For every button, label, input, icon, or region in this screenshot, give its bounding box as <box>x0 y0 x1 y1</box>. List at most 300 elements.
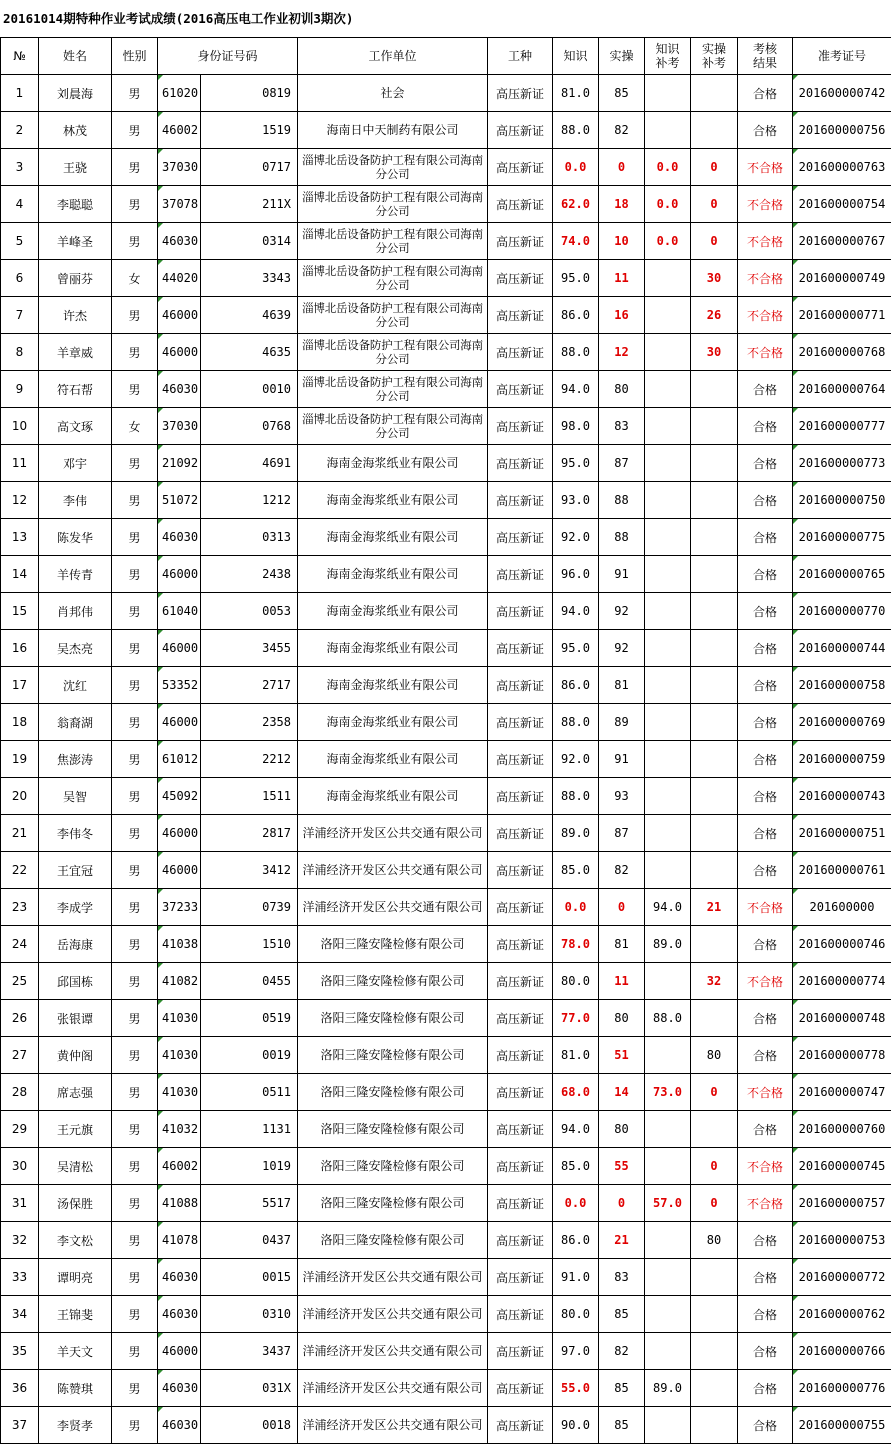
id-prefix: 41030 <box>158 1074 201 1110</box>
row-ticket <box>793 1037 891 1074</box>
row-type: 高压新证 <box>488 852 553 889</box>
row-practice: 82 <box>599 112 645 149</box>
comment-marker-icon <box>793 149 798 154</box>
row-practice: 80 <box>599 1111 645 1148</box>
row-name: 席志强 <box>39 1074 112 1111</box>
id-wrap <box>158 445 297 481</box>
row-id <box>158 334 298 371</box>
id-prefix: 46000 <box>158 852 201 888</box>
row-ticket <box>793 1407 891 1444</box>
row-knowledge: 85.0 <box>553 1148 599 1185</box>
row-result: 合格 <box>738 371 793 408</box>
row-practice: 83 <box>599 1259 645 1296</box>
row-name: 高文琢 <box>39 408 112 445</box>
page-title: 20161014期特种作业考试成绩(2016高压电工作业初训3期次) <box>3 11 354 26</box>
row-unit: 淄博北岳设备防护工程有限公司海南分公司 <box>298 149 488 186</box>
row-unit: 洛阳三隆安隆检修有限公司 <box>298 1185 488 1222</box>
ticket-number: 201600000750 <box>798 493 886 507</box>
comment-marker-icon <box>793 334 798 339</box>
comment-marker-icon <box>158 482 163 487</box>
ticket-number: 201600000745 <box>798 1159 886 1173</box>
table-row <box>1 112 891 149</box>
row-id <box>158 1000 298 1037</box>
row-unit: 淄博北岳设备防护工程有限公司海南分公司 <box>298 260 488 297</box>
row-no: 33 <box>1 1259 39 1296</box>
row-ticket <box>793 445 891 482</box>
comment-marker-icon <box>158 186 163 191</box>
row-practice-retake <box>691 1111 738 1148</box>
row-practice-retake: 0 <box>691 223 738 260</box>
row-ticket <box>793 1111 891 1148</box>
id-wrap <box>158 408 297 444</box>
row-id <box>158 186 298 223</box>
row-ticket <box>793 556 891 593</box>
id-prefix: 61012 <box>158 741 201 777</box>
row-gender: 男 <box>112 630 158 667</box>
id-prefix: 46000 <box>158 630 201 666</box>
comment-marker-icon <box>793 704 798 709</box>
row-practice-retake <box>691 112 738 149</box>
row-unit: 海南金海浆纸业有限公司 <box>298 519 488 556</box>
row-ticket <box>793 926 891 963</box>
row-knowledge: 55.0 <box>553 1370 599 1407</box>
comment-marker-icon <box>793 963 798 968</box>
row-type: 高压新证 <box>488 963 553 1000</box>
row-knowledge-retake: 89.0 <box>645 926 691 963</box>
row-gender: 男 <box>112 889 158 926</box>
header-row <box>1 38 891 75</box>
row-gender: 男 <box>112 593 158 630</box>
id-wrap <box>158 112 297 148</box>
comment-marker-icon <box>158 1185 163 1190</box>
row-type: 高压新证 <box>488 297 553 334</box>
comment-marker-icon <box>793 815 798 820</box>
row-gender: 男 <box>112 186 158 223</box>
row-practice-retake <box>691 1259 738 1296</box>
row-result: 不合格 <box>738 260 793 297</box>
row-ticket <box>793 1148 891 1185</box>
row-ticket <box>793 1074 891 1111</box>
row-knowledge-retake <box>645 741 691 778</box>
row-id <box>158 1148 298 1185</box>
row-knowledge-retake: 89.0 <box>645 1370 691 1407</box>
row-result: 不合格 <box>738 149 793 186</box>
row-practice-retake <box>691 667 738 704</box>
row-id <box>158 75 298 112</box>
row-id <box>158 1111 298 1148</box>
comment-marker-icon <box>158 519 163 524</box>
row-practice-retake <box>691 852 738 889</box>
row-gender: 男 <box>112 1148 158 1185</box>
comment-marker-icon <box>158 112 163 117</box>
comment-marker-icon <box>793 556 798 561</box>
id-suffix: 1019 <box>262 1159 291 1173</box>
table-row <box>1 186 891 223</box>
row-knowledge-retake <box>645 1111 691 1148</box>
id-wrap <box>158 1037 297 1073</box>
comment-marker-icon <box>158 1074 163 1079</box>
id-wrap <box>158 1333 297 1369</box>
id-prefix: 41032 <box>158 1111 201 1147</box>
ticket-number: 201600000778 <box>798 1048 886 1062</box>
row-no: 23 <box>1 889 39 926</box>
row-type: 高压新证 <box>488 889 553 926</box>
ticket-number: 201600000758 <box>798 678 886 692</box>
row-knowledge: 85.0 <box>553 852 599 889</box>
comment-marker-icon <box>793 1296 798 1301</box>
row-knowledge: 94.0 <box>553 371 599 408</box>
row-type: 高压新证 <box>488 371 553 408</box>
id-suffix: 0511 <box>262 1085 291 1099</box>
row-no: 19 <box>1 741 39 778</box>
comment-marker-icon <box>793 112 798 117</box>
comment-marker-icon <box>793 371 798 376</box>
table-row <box>1 1148 891 1185</box>
id-suffix: 031X <box>262 1381 291 1395</box>
row-name: 林茂 <box>39 112 112 149</box>
row-practice: 92 <box>599 593 645 630</box>
row-practice: 51 <box>599 1037 645 1074</box>
row-knowledge: 77.0 <box>553 1000 599 1037</box>
id-suffix: 1131 <box>262 1122 291 1136</box>
id-suffix: 0519 <box>262 1011 291 1025</box>
row-no: 15 <box>1 593 39 630</box>
row-practice-retake: 32 <box>691 963 738 1000</box>
id-prefix: 61020 <box>158 75 201 111</box>
table-row <box>1 1037 891 1074</box>
row-practice: 85 <box>599 1296 645 1333</box>
row-knowledge-retake <box>645 963 691 1000</box>
row-no: 2 <box>1 112 39 149</box>
row-knowledge: 86.0 <box>553 1222 599 1259</box>
id-prefix: 21092 <box>158 445 201 481</box>
table-row <box>1 1000 891 1037</box>
row-no: 26 <box>1 1000 39 1037</box>
comment-marker-icon <box>158 149 163 154</box>
comment-marker-icon <box>158 260 163 265</box>
row-practice: 89 <box>599 704 645 741</box>
row-result: 合格 <box>738 1111 793 1148</box>
row-type: 高压新证 <box>488 334 553 371</box>
row-unit: 洋浦经济开发区公共交通有限公司 <box>298 1370 488 1407</box>
row-knowledge-retake <box>645 1148 691 1185</box>
row-knowledge-retake <box>645 815 691 852</box>
row-result: 不合格 <box>738 223 793 260</box>
row-practice: 80 <box>599 1000 645 1037</box>
row-type: 高压新证 <box>488 408 553 445</box>
id-suffix: 2438 <box>262 567 291 581</box>
row-unit: 淄博北岳设备防护工程有限公司海南分公司 <box>298 334 488 371</box>
id-wrap <box>158 778 297 814</box>
row-no: 27 <box>1 1037 39 1074</box>
row-no: 35 <box>1 1333 39 1370</box>
row-ticket <box>793 630 891 667</box>
row-practice: 85 <box>599 1370 645 1407</box>
row-name: 岳海康 <box>39 926 112 963</box>
row-knowledge: 88.0 <box>553 112 599 149</box>
row-result: 不合格 <box>738 297 793 334</box>
row-result: 合格 <box>738 1037 793 1074</box>
row-unit: 洋浦经济开发区公共交通有限公司 <box>298 1333 488 1370</box>
ticket-number: 201600000772 <box>798 1270 886 1284</box>
id-prefix: 44020 <box>158 260 201 296</box>
id-wrap <box>158 260 297 296</box>
row-type: 高压新证 <box>488 445 553 482</box>
row-id <box>158 667 298 704</box>
comment-marker-icon <box>158 630 163 635</box>
row-knowledge-retake <box>645 75 691 112</box>
row-knowledge-retake: 88.0 <box>645 1000 691 1037</box>
row-gender: 男 <box>112 297 158 334</box>
row-id <box>158 926 298 963</box>
row-id <box>158 1222 298 1259</box>
row-unit: 海南金海浆纸业有限公司 <box>298 741 488 778</box>
row-knowledge: 91.0 <box>553 1259 599 1296</box>
row-no: 10 <box>1 408 39 445</box>
row-name: 李伟冬 <box>39 815 112 852</box>
row-result: 合格 <box>738 926 793 963</box>
row-result: 合格 <box>738 408 793 445</box>
row-type: 高压新证 <box>488 1370 553 1407</box>
row-ticket <box>793 815 891 852</box>
row-practice: 87 <box>599 445 645 482</box>
row-knowledge-retake <box>645 704 691 741</box>
id-wrap <box>158 889 297 925</box>
id-prefix: 46030 <box>158 1370 201 1406</box>
comment-marker-icon <box>793 593 798 598</box>
ticket-number: 201600000771 <box>798 308 886 322</box>
id-wrap <box>158 815 297 851</box>
row-result: 合格 <box>738 667 793 704</box>
row-ticket <box>793 408 891 445</box>
row-no: 11 <box>1 445 39 482</box>
comment-marker-icon <box>793 852 798 857</box>
row-result: 合格 <box>738 75 793 112</box>
row-unit: 洛阳三隆安隆检修有限公司 <box>298 1000 488 1037</box>
row-type: 高压新证 <box>488 1222 553 1259</box>
row-knowledge: 95.0 <box>553 260 599 297</box>
row-knowledge-retake <box>645 667 691 704</box>
row-ticket <box>793 1333 891 1370</box>
id-prefix: 46030 <box>158 1259 201 1295</box>
row-unit: 洛阳三隆安隆检修有限公司 <box>298 1037 488 1074</box>
row-practice-retake <box>691 482 738 519</box>
id-prefix: 46030 <box>158 371 201 407</box>
row-type: 高压新证 <box>488 556 553 593</box>
row-knowledge: 0.0 <box>553 149 599 186</box>
id-prefix: 37030 <box>158 149 201 185</box>
ticket-number: 201600000742 <box>798 86 886 100</box>
id-suffix: 0019 <box>262 1048 291 1062</box>
table-row <box>1 741 891 778</box>
row-name: 李成学 <box>39 889 112 926</box>
comment-marker-icon <box>158 667 163 672</box>
row-practice-retake <box>691 1000 738 1037</box>
row-name: 羊峰圣 <box>39 223 112 260</box>
row-id <box>158 1296 298 1333</box>
header-result-line1: 考核 <box>752 42 777 56</box>
row-practice: 85 <box>599 1407 645 1444</box>
row-knowledge-retake <box>645 112 691 149</box>
row-result: 合格 <box>738 1000 793 1037</box>
row-type: 高压新证 <box>488 926 553 963</box>
row-no: 9 <box>1 371 39 408</box>
id-suffix: 2817 <box>262 826 291 840</box>
id-suffix: 5517 <box>262 1196 291 1210</box>
id-suffix: 4635 <box>262 345 291 359</box>
comment-marker-icon <box>158 371 163 376</box>
row-name: 李文松 <box>39 1222 112 1259</box>
row-type: 高压新证 <box>488 186 553 223</box>
row-knowledge-retake <box>645 852 691 889</box>
row-result: 不合格 <box>738 1148 793 1185</box>
row-name: 邱国栋 <box>39 963 112 1000</box>
comment-marker-icon <box>158 556 163 561</box>
row-practice-retake <box>691 75 738 112</box>
id-wrap <box>158 519 297 555</box>
row-gender: 男 <box>112 1407 158 1444</box>
row-no: 20 <box>1 778 39 815</box>
row-gender: 男 <box>112 1222 158 1259</box>
table-row <box>1 1333 891 1370</box>
table-row <box>1 519 891 556</box>
row-name: 王元旗 <box>39 1111 112 1148</box>
row-knowledge-retake: 0.0 <box>645 186 691 223</box>
row-practice: 88 <box>599 519 645 556</box>
row-type: 高压新证 <box>488 1296 553 1333</box>
row-type: 高压新证 <box>488 741 553 778</box>
row-id <box>158 778 298 815</box>
row-name: 陈赞琪 <box>39 1370 112 1407</box>
row-gender: 男 <box>112 815 158 852</box>
comment-marker-icon <box>793 1000 798 1005</box>
row-name: 谭明亮 <box>39 1259 112 1296</box>
row-id <box>158 1185 298 1222</box>
comment-marker-icon <box>158 1222 163 1227</box>
row-practice: 81 <box>599 926 645 963</box>
row-knowledge-retake <box>645 593 691 630</box>
row-id <box>158 741 298 778</box>
row-knowledge-retake: 0.0 <box>645 149 691 186</box>
table-row <box>1 1111 891 1148</box>
row-type: 高压新证 <box>488 1259 553 1296</box>
row-no: 32 <box>1 1222 39 1259</box>
id-suffix: 1519 <box>262 123 291 137</box>
row-no: 36 <box>1 1370 39 1407</box>
id-wrap <box>158 482 297 518</box>
header-practice-retake-line1: 实操 <box>701 42 726 56</box>
id-prefix: 46000 <box>158 1333 201 1369</box>
id-prefix: 46030 <box>158 1296 201 1332</box>
row-no: 30 <box>1 1148 39 1185</box>
ticket-number: 201600000774 <box>798 974 886 988</box>
row-knowledge: 74.0 <box>553 223 599 260</box>
id-prefix: 46000 <box>158 297 201 333</box>
id-wrap <box>158 186 297 222</box>
row-name: 吴杰亮 <box>39 630 112 667</box>
comment-marker-icon <box>793 186 798 191</box>
header-name: 姓名 <box>39 38 112 75</box>
row-type: 高压新证 <box>488 704 553 741</box>
row-knowledge: 81.0 <box>553 1037 599 1074</box>
ticket-number: 201600000753 <box>798 1233 886 1247</box>
comment-marker-icon <box>793 1407 798 1412</box>
id-prefix: 46002 <box>158 112 201 148</box>
row-gender: 男 <box>112 1111 158 1148</box>
ticket-number: 201600000773 <box>798 456 886 470</box>
row-gender: 男 <box>112 556 158 593</box>
row-ticket <box>793 519 891 556</box>
row-no: 17 <box>1 667 39 704</box>
id-wrap <box>158 704 297 740</box>
row-practice-retake <box>691 1296 738 1333</box>
row-result: 合格 <box>738 1370 793 1407</box>
row-name: 张银谭 <box>39 1000 112 1037</box>
row-gender: 男 <box>112 1333 158 1370</box>
row-name: 王骁 <box>39 149 112 186</box>
row-unit: 海南日中天制药有限公司 <box>298 112 488 149</box>
comment-marker-icon <box>158 1000 163 1005</box>
ticket-number: 201600000754 <box>798 197 886 211</box>
row-ticket <box>793 778 891 815</box>
ticket-number: 201600000776 <box>798 1381 886 1395</box>
comment-marker-icon <box>158 1370 163 1375</box>
id-wrap <box>158 741 297 777</box>
row-ticket <box>793 297 891 334</box>
row-name: 李伟 <box>39 482 112 519</box>
row-name: 翁裔湖 <box>39 704 112 741</box>
ticket-number: 201600000757 <box>798 1196 886 1210</box>
ticket-number: 201600000770 <box>798 604 886 618</box>
row-unit: 海南金海浆纸业有限公司 <box>298 556 488 593</box>
row-practice-retake <box>691 1370 738 1407</box>
id-wrap <box>158 334 297 370</box>
row-gender: 男 <box>112 1259 158 1296</box>
row-knowledge: 78.0 <box>553 926 599 963</box>
row-result: 不合格 <box>738 334 793 371</box>
row-practice: 83 <box>599 408 645 445</box>
row-ticket <box>793 1259 891 1296</box>
row-practice-retake: 30 <box>691 334 738 371</box>
row-type: 高压新证 <box>488 593 553 630</box>
row-id <box>158 1333 298 1370</box>
row-practice-retake: 80 <box>691 1222 738 1259</box>
row-gender: 男 <box>112 926 158 963</box>
row-type: 高压新证 <box>488 75 553 112</box>
comment-marker-icon <box>158 815 163 820</box>
row-type: 高压新证 <box>488 519 553 556</box>
row-ticket <box>793 112 891 149</box>
row-gender: 女 <box>112 260 158 297</box>
row-ticket <box>793 1185 891 1222</box>
row-gender: 男 <box>112 371 158 408</box>
id-prefix: 46000 <box>158 334 201 370</box>
row-knowledge-retake <box>645 519 691 556</box>
header-knowledge: 知识 <box>553 38 599 75</box>
row-unit: 洛阳三隆安隆检修有限公司 <box>298 1148 488 1185</box>
row-id <box>158 260 298 297</box>
row-name: 符石帮 <box>39 371 112 408</box>
id-wrap <box>158 667 297 703</box>
comment-marker-icon <box>158 297 163 302</box>
row-name: 许杰 <box>39 297 112 334</box>
row-gender: 男 <box>112 1370 158 1407</box>
ticket-number: 201600000764 <box>798 382 886 396</box>
header-type: 工种 <box>488 38 553 75</box>
row-name: 羊传青 <box>39 556 112 593</box>
id-suffix: 0313 <box>262 530 291 544</box>
row-name: 李聪聪 <box>39 186 112 223</box>
